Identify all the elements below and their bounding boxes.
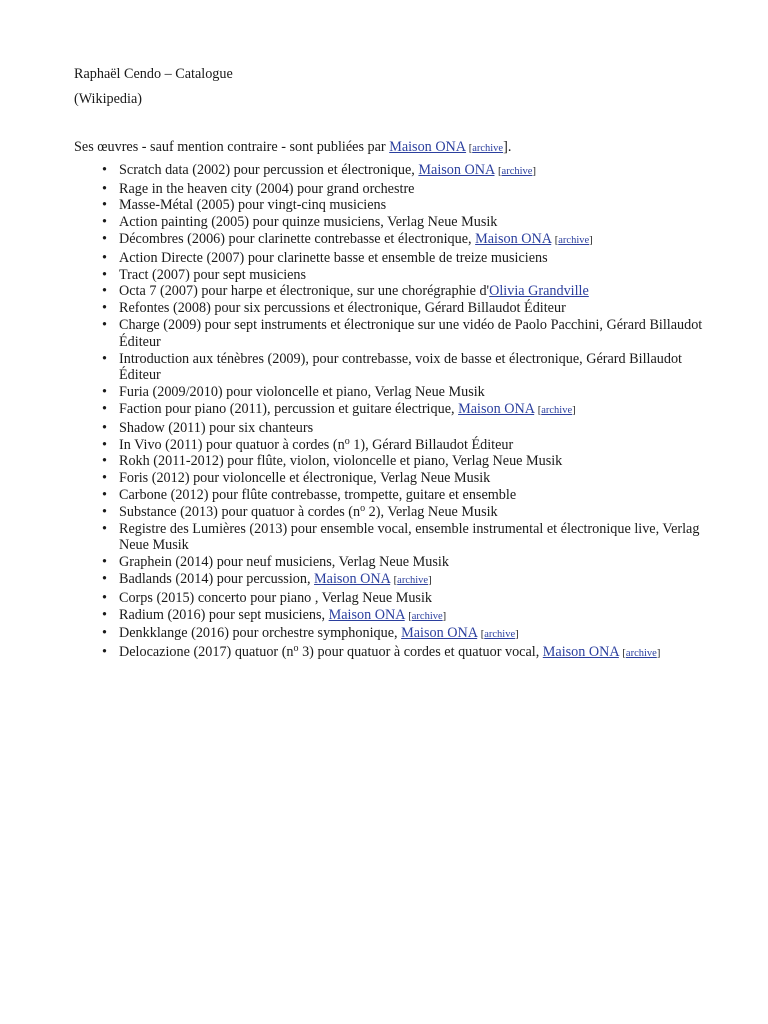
publisher-link[interactable]: Maison ONA <box>328 606 405 623</box>
work-item <box>119 420 704 437</box>
work-text-continued: 3) pour quatuor à cordes et quatuor vocal, <box>298 644 543 661</box>
work-text: Corps (2015) concerto pour piano , Verlag Neue Musik <box>119 589 432 606</box>
work-text: Rokh (2011-2012) pour flûte, violon, violoncelle et piano, Verlag Neue Musik <box>119 453 563 470</box>
work-item <box>119 351 704 385</box>
work-item <box>119 625 704 644</box>
work-item <box>119 437 704 454</box>
work-item <box>119 487 704 504</box>
publisher-link[interactable]: Maison ONA <box>314 570 391 587</box>
work-item <box>119 162 704 181</box>
work-text: Radium (2016) pour sept musiciens, <box>119 606 329 623</box>
ordinal-superscript: o <box>360 502 366 514</box>
archive-note: [archive] <box>554 234 593 246</box>
work-text: Carbone (2012) pour flûte contrebasse, trompette, guitare et ensemble <box>119 486 517 503</box>
publisher-link[interactable]: Maison ONA <box>542 644 619 661</box>
work-item <box>119 607 704 626</box>
work-item <box>119 470 704 487</box>
work-text: Furia (2009/2010) pour violoncelle et piano, Verlag Neue Musik <box>119 384 485 401</box>
archive-link[interactable]: archive <box>397 574 429 586</box>
work-text: Refontes (2008) pour six percussions et électronique, Gérard Billaudot Éditeur <box>119 300 566 317</box>
publisher-link[interactable]: Maison ONA <box>458 400 535 417</box>
work-item <box>119 554 704 571</box>
archive-link[interactable]: archive <box>472 143 504 154</box>
intro-archive: [archive <box>466 143 504 154</box>
source-label: (Wikipedia) <box>74 91 142 107</box>
intro-text: Ses œuvres - sauf mention contraire - sont publiées par <box>74 139 390 155</box>
work-text: Masse-Métal (2005) pour vingt-cinq musiciens <box>119 197 387 214</box>
work-text: Décombres (2006) pour clarinette contrebasse et électronique, <box>119 230 476 247</box>
work-text: Graphein (2014) pour neuf musiciens, Verlag Neue Musik <box>119 554 449 571</box>
work-text: Registre des Lumières (2013) pour ensemble vocal, ensemble instrumental et électronique live, Verlag Neue Musik <box>119 520 700 554</box>
work-item <box>119 317 704 351</box>
work-item <box>119 571 704 590</box>
archive-link[interactable]: archive <box>484 629 516 641</box>
work-item <box>119 231 704 250</box>
work-text: In Vivo (2011) pour quatuor à cordes (n <box>119 436 345 453</box>
work-item <box>119 590 704 607</box>
ordinal-superscript: o <box>344 435 350 447</box>
work-text: Badlands (2014) pour percussion, <box>119 570 315 587</box>
work-item <box>119 250 704 267</box>
archive-note: [archive] <box>622 648 661 660</box>
archive-link[interactable]: archive <box>411 610 443 622</box>
archive-note: [archive] <box>480 629 519 641</box>
work-text: Action Directe (2007) pour clarinette basse et ensemble de treize musiciens <box>119 249 548 266</box>
page-title: Raphaël Cendo – Catalogue <box>74 66 233 82</box>
work-item <box>119 283 704 300</box>
works-list <box>74 162 704 663</box>
work-text: Introduction aux ténèbres (2009), pour contrebasse, voix de basse et électronique, Gérard Billaudot Éditeur <box>119 350 682 384</box>
work-item <box>119 267 704 284</box>
archive-link[interactable]: archive <box>501 165 533 177</box>
archive-link[interactable]: archive <box>625 648 657 660</box>
ordinal-superscript: o <box>293 643 299 655</box>
work-item <box>119 504 704 521</box>
work-text: Tract (2007) pour sept musiciens <box>119 266 307 283</box>
publisher-link[interactable]: Olivia Grandville <box>489 283 589 300</box>
work-item <box>119 384 704 401</box>
archive-note: [archive] <box>537 404 576 416</box>
document-page <box>74 66 704 663</box>
work-text: Shadow (2011) pour six chanteurs <box>119 419 314 436</box>
work-text: Octa 7 (2007) pour harpe et électronique, sur une chorégraphie d' <box>119 283 490 300</box>
work-item <box>119 197 704 214</box>
work-text: Delocazione (2017) quatuor (n <box>119 644 294 661</box>
work-text: Rage in the heaven city (2004) pour grand orchestre <box>119 180 415 197</box>
work-text: Charge (2009) pour sept instruments et électronique sur une vidéo de Paolo Pacchini, Gérard Billaudot Éditeur <box>119 316 703 350</box>
publisher-link[interactable]: Maison ONA <box>389 139 467 155</box>
publisher-link[interactable]: Maison ONA <box>401 625 478 642</box>
work-item <box>119 453 704 470</box>
work-text: Denkklange (2016) pour orchestre symphonique, <box>119 625 402 642</box>
work-text: Scratch data (2002) pour percussion et électronique, <box>119 161 419 178</box>
archive-note: [archive] <box>498 165 536 177</box>
archive-link[interactable]: archive <box>558 234 590 246</box>
work-text: Faction pour piano (2011), percussion et guitare électrique, <box>119 400 459 417</box>
work-text-continued: 2), Verlag Neue Musik <box>365 503 498 520</box>
work-item <box>119 214 704 231</box>
work-text: Foris (2012) pour violoncelle et électronique, Verlag Neue Musik <box>119 470 491 487</box>
work-item <box>119 521 704 555</box>
publisher-link[interactable]: Maison ONA <box>418 161 495 178</box>
archive-link[interactable]: archive <box>541 404 573 416</box>
work-item <box>119 300 704 317</box>
archive-note: [archive] <box>393 574 432 586</box>
work-text: Action painting (2005) pour quinze musiciens, Verlag Neue Musik <box>119 214 498 231</box>
archive-note: [archive] <box>408 610 447 622</box>
work-text: Substance (2013) pour quatuor à cordes (n <box>119 503 361 520</box>
work-text-continued: 1), Gérard Billaudot Éditeur <box>349 436 514 453</box>
intro-paragraph: Ses œuvres - sauf mention contraire - sont publiées par Maison ONA [archive]. <box>74 139 512 155</box>
work-item <box>119 401 704 420</box>
publisher-link[interactable]: Maison ONA <box>475 230 552 247</box>
work-item <box>119 644 704 663</box>
work-item <box>119 181 704 198</box>
